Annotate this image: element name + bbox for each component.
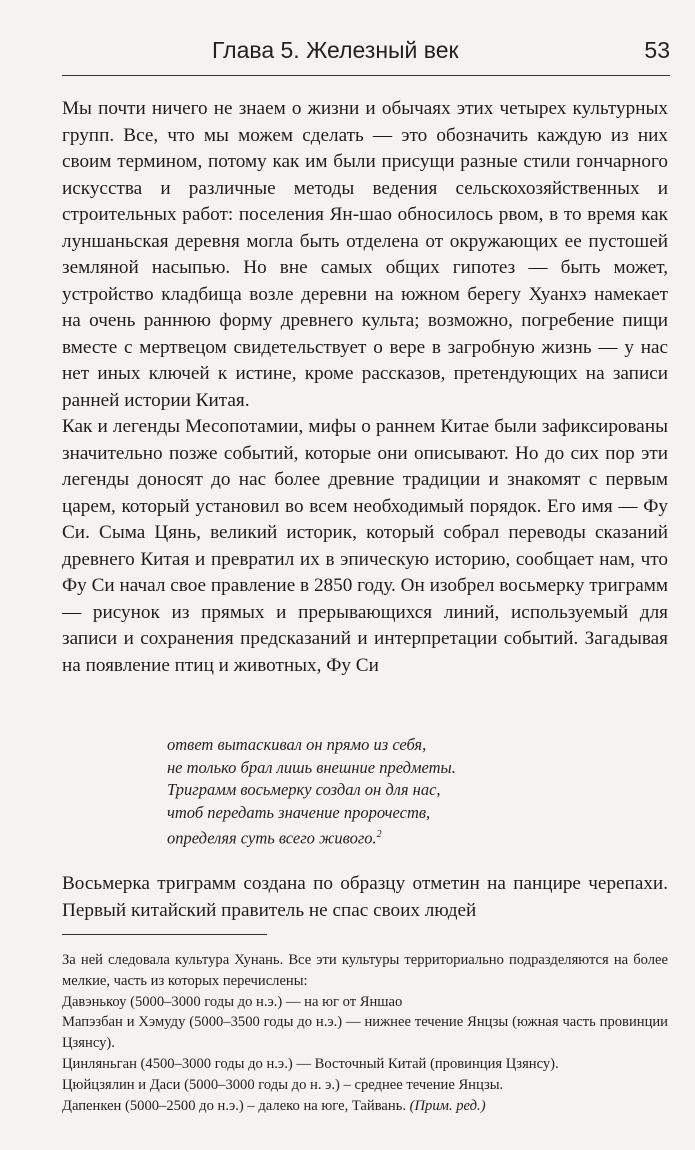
footnote-item: Цюйцзялин и Даси (5000–3000 годы до н. э.) – среднее течение Янцзы. <box>62 1076 504 1093</box>
footnote-item-text: Дапенкен (5000–2500 до н.э.) – далеко на юге, Тайвань. <box>62 1097 406 1114</box>
footnote-intro: За ней следовала культура Хунань. Все эти культуры территориально подразделяются на более мелкие, часть из которых перечислены: <box>62 952 668 989</box>
page-number: 53 <box>644 37 670 63</box>
footnote-item-last <box>62 1096 668 1117</box>
footnote <box>62 950 668 1116</box>
verse-line: Триграмм восьмерку создал он для нас, <box>167 780 441 799</box>
paragraph-1: Мы почти ничего не знаем о жизни и обычаях этих четырех культурных групп. Все, что мы можем сделать — это обозначить каждую из них своим термином, потому как им были присущи разные стили гончарного искусства и различные методы ведения сельскохозяйственных и строительных работ: поселения Ян-шао обносилось рвом, в то время как луншаньская деревня могла быть отделена от окружающих ее пустошей земляной насыпью. Но вне самых общих гипотез — быть может, устройство кладбища возле деревни на южном берегу Хуанхэ намекает на очень раннюю форму древнего культа; возможно, погребение пищи вместе с мертвецом свидетельствует о вере в загробную жизнь — у нас нет иных ключей к истине, кроме рассказов, претендующих на записи ранней истории Китая. <box>62 98 668 411</box>
main-text <box>62 96 668 679</box>
verse-line-text: определяя суть всего живого. <box>167 828 377 848</box>
chapter-title: Глава 5. Железный век <box>212 37 459 63</box>
verse-line: не только брал лишь внешние предметы. <box>167 757 456 777</box>
verse-line-last <box>167 824 627 850</box>
verse-line: чтоб передать значение пророчеств, <box>167 802 431 822</box>
running-header <box>62 36 672 76</box>
editor-note: (Прим. ред.) <box>409 1097 486 1114</box>
footnote-divider <box>62 934 267 935</box>
footnote-item: Цинляньган (4500–3000 годы до н.э.) — Восточный Китай (провинция Цзянсу). <box>62 1055 559 1072</box>
verse-line: ответ вытаскивал он прямо из себя, <box>167 735 427 754</box>
header-divider <box>62 75 670 76</box>
paragraph-3: Восьмерка триграмм создана по образцу отметин на панцире черепахи. Первый китайский правитель не спас своих людей <box>62 873 668 921</box>
main-text-continued <box>62 852 668 943</box>
footnote-item: Мапэзбан и Хэмуду (5000–3500 годы до н.э.) — нижнее течение Янцзы (южная часть провинции Цзянсу). <box>62 1014 668 1052</box>
footnote-item: Давэнькоу (5000–3000 годы до н.э.) — на юг от Яншао <box>62 993 403 1010</box>
paragraph-2: Как и легенды Месопотамии, мифы о раннем Китае были зафиксированы значительно позже событий, которые они описывают. Но до сих пор эти легенды доносят до нас более древние традиции и знакомят с первым царем, который установил во всем необходимый порядок. Его имя — Фу Си. Сыма Цянь, великий историк, который собрал переводы сказаний древнего Китая и превратил их в эпическую историю, сообщает нам, что Фу Си начал свое правление в 2850 году. Он изобрел восьмерку триграмм — рисунок из прямых и прерывающихся линий, используемый для записи и сохранения предсказаний и интерпретации событий. Загадывая на появление птиц и животных, Фу Си <box>62 416 668 676</box>
footnote-reference: 2 <box>376 829 382 840</box>
verse-quote <box>167 734 627 850</box>
